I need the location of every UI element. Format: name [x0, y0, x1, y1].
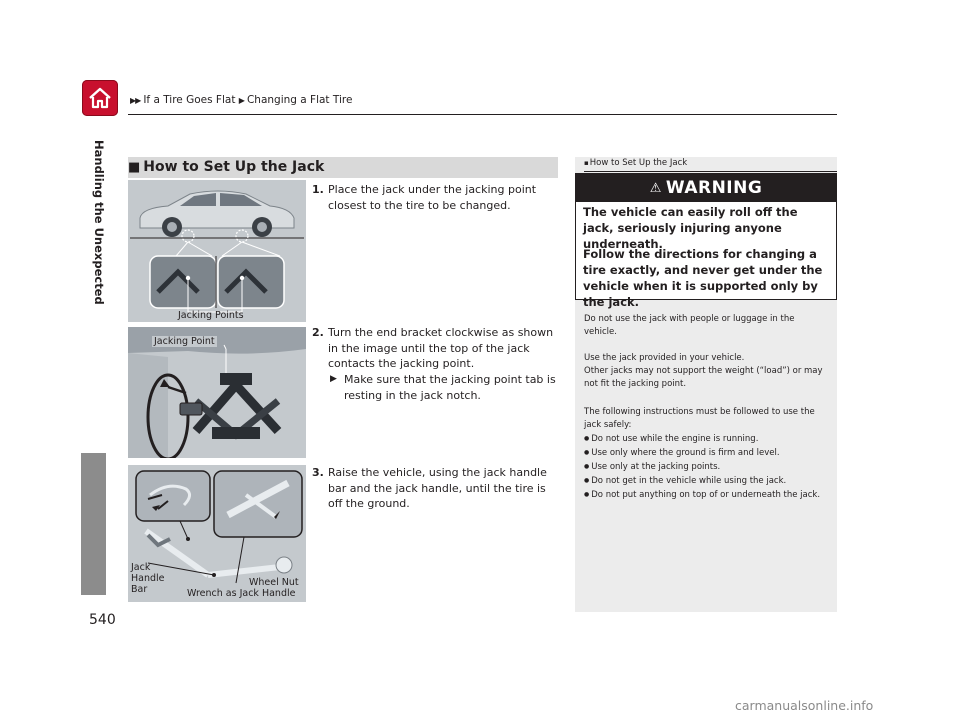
jacking-point-label: Jacking Point	[154, 336, 215, 347]
note-1: Do not use the jack with people or luggage in the vehicle.	[584, 314, 795, 337]
bullet-item: ● Do not use while the engine is running.	[584, 432, 829, 446]
bullet-item: ● Do not put anything on top of or underneath the jack.	[584, 488, 829, 502]
note-3-intro: The following instructions must be followed to use the jack safely:	[584, 407, 815, 430]
note-2-line-b: Other jacks may not support the weight (“load”) or may not fit the jacking point.	[584, 366, 823, 389]
step-number: 3.	[312, 466, 324, 479]
bullet-item: ● Do not get in the vehicle while using the jack.	[584, 474, 829, 488]
page-number: 540	[89, 612, 116, 628]
panel-rule	[584, 171, 837, 172]
warning-box	[575, 173, 837, 309]
breadcrumb-item[interactable]: Changing a Flat Tire	[246, 94, 353, 106]
warning-text-2: Follow the directions for changing a tire exactly, and never get under the vehicle when it is supported only by the jack.	[583, 247, 823, 309]
breadcrumb-item[interactable]: If a Tire Goes Flat	[143, 94, 236, 106]
warning-text-1: The vehicle can easily roll off the jack, seriously injuring anyone underneath.	[583, 205, 798, 251]
step-text: Place the jack under the jacking point closest to the tire to be changed.	[328, 183, 537, 212]
label-line: Bar	[131, 584, 148, 595]
jack-setup-figure	[128, 327, 306, 458]
step-2	[312, 325, 560, 372]
jack-handle-bar-label	[131, 562, 165, 595]
panel-title-text: How to Set Up the Jack	[589, 158, 688, 168]
chapter-label: Handling the Unexpected	[92, 140, 106, 305]
home-button[interactable]	[82, 80, 118, 116]
step-text: Raise the vehicle, using the jack handle bar and the jack handle, until the tire is off the ground.	[328, 466, 547, 510]
section-square-icon: ■	[128, 160, 141, 175]
breadcrumb-arrow-icon: ▶	[238, 96, 244, 105]
bullet-item: ● Use only at the jacking points.	[584, 460, 829, 474]
section-title: How to Set Up the Jack	[143, 159, 325, 175]
header-rule	[128, 114, 837, 115]
step-number: 1.	[312, 183, 324, 196]
home-icon	[87, 86, 113, 110]
panel-title[interactable]	[584, 158, 687, 168]
warning-triangle-icon: ⚠	[649, 180, 662, 196]
bullet-item: ● Use only where the ground is firm and level.	[584, 446, 829, 460]
label-line: Handle	[131, 573, 165, 584]
breadcrumb-arrow-icon: ▶▶	[130, 96, 141, 105]
warning-header	[576, 174, 836, 202]
breadcrumb	[130, 94, 352, 106]
step-number: 2.	[312, 326, 324, 339]
note-2-line-a: Use the jack provided in your vehicle.	[584, 353, 745, 363]
reference-icon: ▪	[584, 159, 589, 167]
wheel-nut-label: Wheel Nut	[249, 577, 299, 588]
step-1	[312, 182, 560, 213]
watermark: carmanualsonline.info	[735, 698, 874, 713]
note-2	[584, 352, 829, 391]
substep-text: Make sure that the jacking point tab is resting in the jack notch.	[344, 373, 556, 402]
jack-handle-figure	[128, 465, 306, 602]
jacking-points-label: Jacking Points	[178, 310, 244, 321]
chapter-tab[interactable]	[81, 453, 106, 595]
wrench-label: Wrench as Jack Handle	[187, 588, 296, 599]
section-header	[128, 157, 558, 178]
step-text: Turn the end bracket clockwise as shown in the image until the top of the jack contacts the jacking point.	[328, 326, 554, 370]
label-line: Jack	[131, 562, 151, 573]
note-3	[584, 406, 829, 502]
warning-heading: WARNING	[665, 178, 763, 198]
step-3	[312, 465, 560, 512]
substep	[330, 372, 560, 403]
jacking-points-figure	[128, 180, 306, 322]
substep-arrow-icon: ▶	[330, 374, 337, 384]
